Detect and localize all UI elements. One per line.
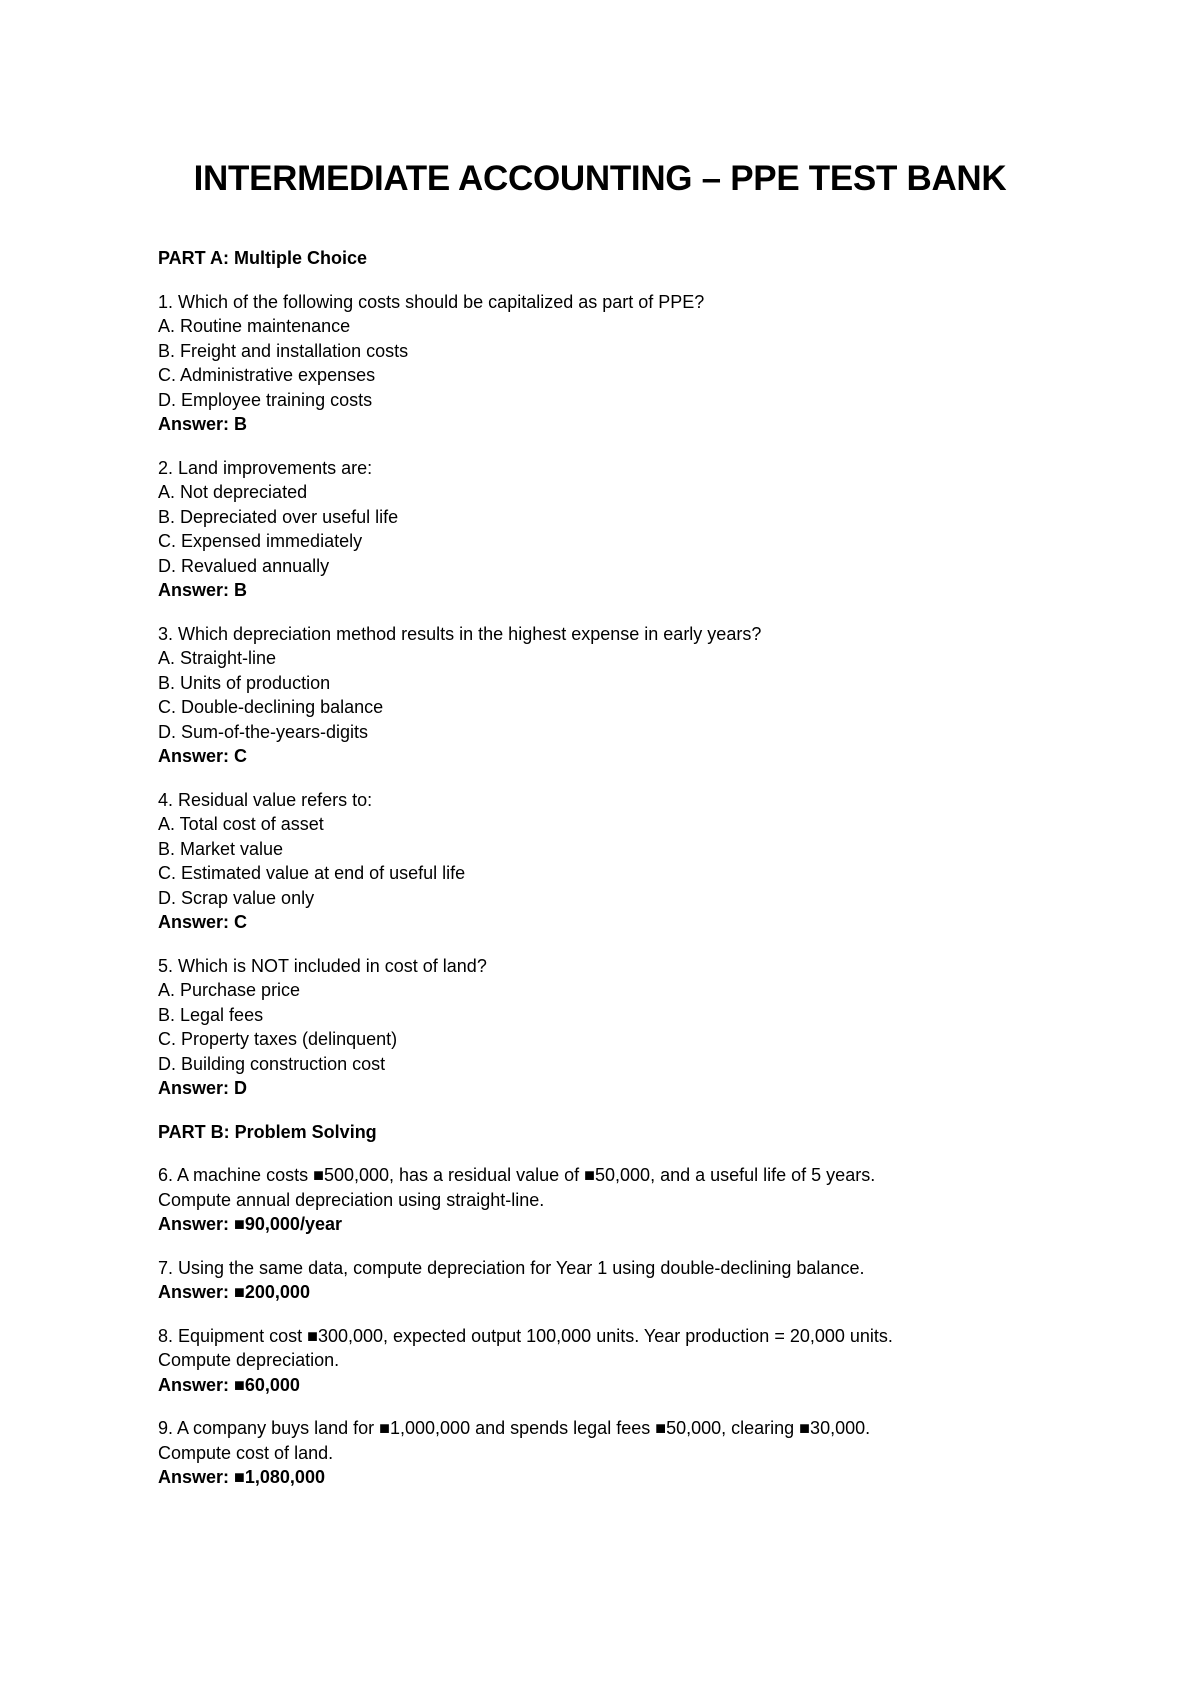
answer-text: Answer: C bbox=[158, 912, 248, 932]
option-a: A. Purchase price bbox=[158, 980, 301, 1000]
option-c: C. Double-declining balance bbox=[158, 697, 384, 717]
answer-text: Answer: ■200,000 bbox=[158, 1282, 310, 1302]
problem-text: 8. Equipment cost ■300,000, expected output 100,000 units. Year production = 20,000 units. bbox=[158, 1325, 893, 1346]
option-b: B. Legal fees bbox=[158, 1004, 264, 1025]
question-block bbox=[158, 290, 1058, 437]
option-c: C. Expensed immediately bbox=[158, 531, 363, 551]
answer-text: Answer: ■60,000 bbox=[158, 1374, 300, 1395]
option-d: D. Scrap value only bbox=[158, 887, 315, 908]
document-title: INTERMEDIATE ACCOUNTING – PPE TEST BANK bbox=[193, 159, 1007, 198]
question-text: 5. Which is NOT included in cost of land? bbox=[158, 955, 487, 976]
problem-block bbox=[158, 1256, 1058, 1305]
question-text: 4. Residual value refers to: bbox=[158, 789, 373, 810]
option-d: D. Revalued annually bbox=[158, 555, 330, 576]
option-b: B. Depreciated over useful life bbox=[158, 506, 399, 527]
option-c: C. Estimated value at end of useful life bbox=[158, 863, 466, 883]
answer-text: Answer: ■90,000/year bbox=[158, 1214, 342, 1234]
option-a: A. Routine maintenance bbox=[158, 316, 351, 336]
question-text: 3. Which depreciation method results in the highest expense in early years? bbox=[158, 623, 762, 644]
question-text: 1. Which of the following costs should be capitalized as part of PPE? bbox=[158, 291, 705, 312]
option-a: A. Straight-line bbox=[158, 648, 277, 668]
problem-text: 6. A machine costs ■500,000, has a residual value of ■50,000, and a useful life of 5 years. bbox=[158, 1165, 876, 1185]
option-c: C. Administrative expenses bbox=[158, 365, 376, 385]
question-block bbox=[158, 788, 1058, 935]
problem-block bbox=[158, 1324, 1058, 1398]
option-b: B. Units of production bbox=[158, 672, 331, 693]
problem-block bbox=[158, 1163, 1058, 1237]
option-d: D. Sum-of-the-years-digits bbox=[158, 721, 369, 742]
problem-text: Compute depreciation. bbox=[158, 1350, 340, 1370]
question-block bbox=[158, 954, 1058, 1101]
part-a-heading: PART A: Multiple Choice bbox=[158, 248, 367, 268]
option-b: B. Freight and installation costs bbox=[158, 340, 409, 361]
document-body bbox=[158, 246, 1058, 1509]
problem-text: Compute annual depreciation using straight-line. bbox=[158, 1189, 545, 1210]
option-a: A. Not depreciated bbox=[158, 482, 308, 502]
answer-text: Answer: D bbox=[158, 1078, 248, 1098]
question-text: 2. Land improvements are: bbox=[158, 457, 373, 478]
question-block bbox=[158, 456, 1058, 603]
problem-block bbox=[158, 1416, 1058, 1490]
part-b-heading: PART B: Problem Solving bbox=[158, 1121, 377, 1142]
problem-text: 9. A company buys land for ■1,000,000 and spends legal fees ■50,000, clearing ■30,000. bbox=[158, 1418, 871, 1438]
option-c: C. Property taxes (delinquent) bbox=[158, 1029, 398, 1049]
answer-text: Answer: ■1,080,000 bbox=[158, 1467, 325, 1487]
option-d: D. Building construction cost bbox=[158, 1053, 386, 1074]
answer-text: Answer: B bbox=[158, 414, 248, 434]
option-d: D. Employee training costs bbox=[158, 389, 373, 410]
problem-text: Compute cost of land. bbox=[158, 1442, 334, 1463]
option-a: A. Total cost of asset bbox=[158, 814, 324, 834]
answer-text: Answer: C bbox=[158, 746, 248, 766]
option-b: B. Market value bbox=[158, 838, 284, 859]
problem-text: 7. Using the same data, compute depreciation for Year 1 using double-declining balance. bbox=[158, 1257, 865, 1278]
answer-text: Answer: B bbox=[158, 580, 248, 600]
question-block bbox=[158, 622, 1058, 769]
